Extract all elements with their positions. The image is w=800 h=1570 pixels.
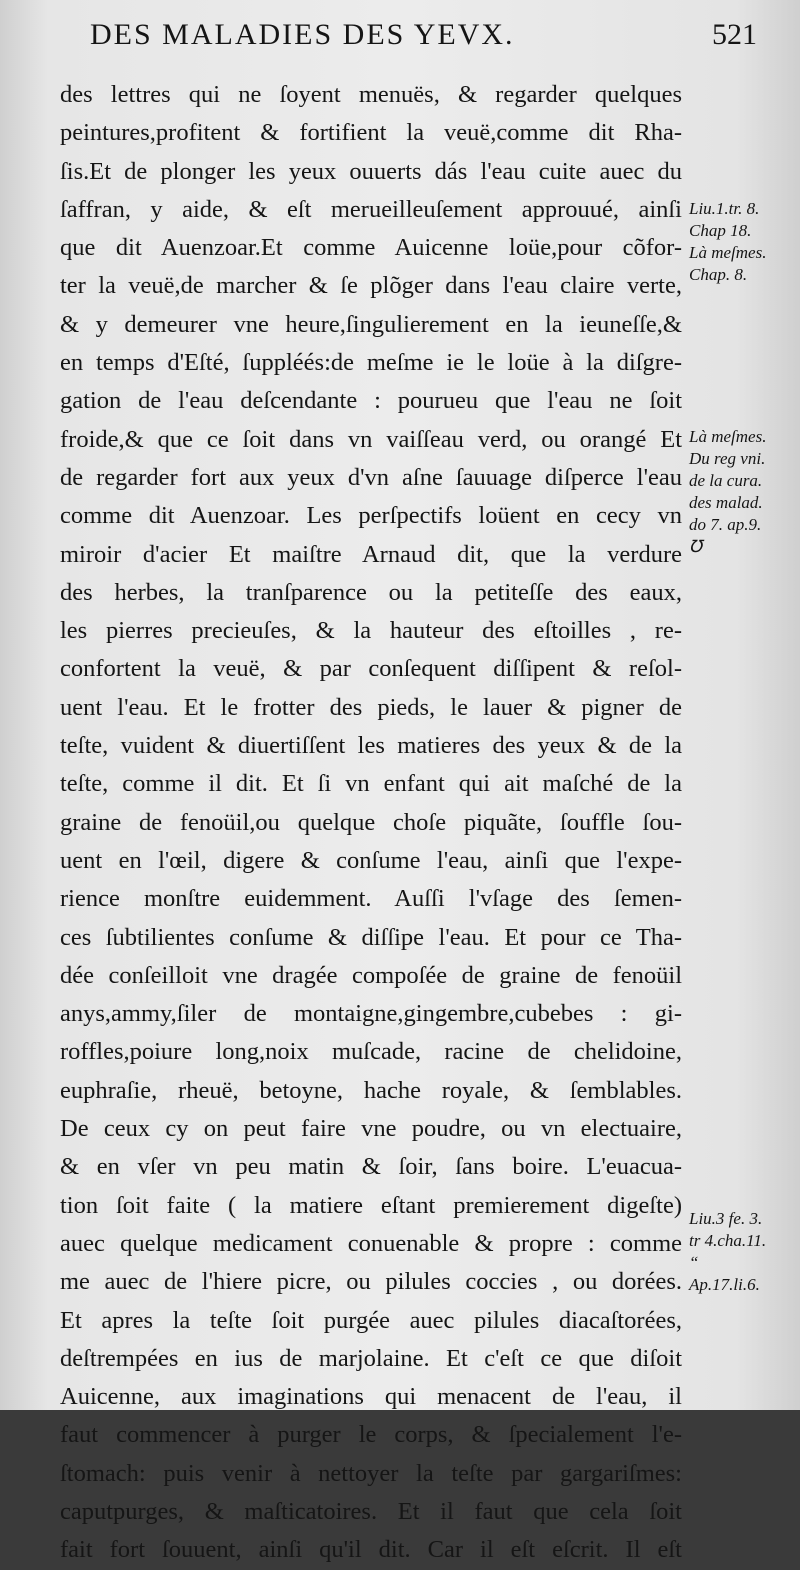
- text-line: dée conſeilloit vne dragée compoſée de graine de fenoüil: [60, 961, 682, 989]
- margin-note-line: Liu.3 fe. 3.: [689, 1209, 763, 1228]
- text-line: ſis.Et de plonger les yeux ouuerts dás l'eau cuite auec du: [60, 157, 682, 185]
- margin-note-line: “: [689, 1253, 699, 1272]
- margin-note-line: Du reg vni.: [689, 449, 766, 468]
- text-line: roffles,poiure long,noix muſcade, racine de chelidoine,: [60, 1038, 682, 1066]
- text-line: Et apres la teſte ſoit purgée auec pilules diacaſtorées,: [60, 1306, 682, 1334]
- text-line: teſte, vuident & diuertiſſent les matieres des yeux & de la: [60, 732, 682, 760]
- text-line: rience monſtre euidemment. Auſſi l'vſage des ſemen-: [60, 885, 682, 913]
- margin-note-line: tr 4.cha.11.: [689, 1231, 767, 1250]
- margin-note-line: Chap. 8.: [689, 265, 748, 284]
- text-line: des lettres qui ne ſoyent menuës, & regarder quelques: [60, 81, 682, 108]
- margin-note-2: [689, 426, 797, 558]
- margin-note-line: do 7. ap.9.: [689, 515, 762, 534]
- running-title: DES MALADIES DES YEVX.: [90, 18, 515, 51]
- text-line: De ceux cy on peut faire vne poudre, ou vn electuaire,: [60, 1115, 682, 1143]
- text-line: ces ſubtilientes conſume & diſſipe l'eau. Et pour ce Tha-: [60, 923, 682, 951]
- body-text: [60, 76, 682, 1570]
- text-line: euphraſie, rheuë, betoyne, hache royale, & ſemblables.: [60, 1076, 682, 1104]
- page-number: 521: [712, 18, 757, 51]
- text-line: Auicenne, aux imaginations qui menacent de l'eau, il: [60, 1383, 682, 1411]
- margin-note-3: [689, 1208, 797, 1296]
- text-line: froide,& que ce ſoit dans vn vaiſſeau verd, ou orangé Et: [60, 425, 682, 453]
- text-line: fait fort ſouuent, ainſi qu'il dit. Car il eſt eſcrit. Il eſt: [60, 1536, 682, 1564]
- text-line: comme dit Auenzoar. Les perſpectifs loüent en cecy vn: [60, 502, 682, 530]
- text-line: graine de fenoüil,ou quelque choſe piquãte, ſouffle ſou-: [60, 808, 682, 836]
- text-line: me auec de l'hiere picre, ou pilules coccies , ou dorées.: [60, 1268, 682, 1296]
- text-line: faut commencer à purger le corps, & ſpecialement l'e-: [60, 1421, 682, 1449]
- text-line: gation de l'eau deſcendante : pourueu que l'eau ne ſoit: [60, 387, 682, 415]
- text-line: uent en l'œil, digere & conſume l'eau, ainſi que l'expe-: [60, 846, 682, 874]
- text-line: & y demeurer vne heure,ſingulierement en la ieuneſſe,&: [60, 310, 682, 338]
- text-line: que dit Auenzoar.Et comme Auicenne loüe,pour cõfor-: [60, 234, 682, 262]
- text-line: & en vſer vn peu matin & ſoir, ſans boire. L'euacua-: [60, 1153, 682, 1181]
- margin-note-line: ℧: [689, 537, 702, 556]
- text-line: les pierres precieuſes, & la hauteur des eſtoilles , re-: [60, 617, 682, 645]
- text-line: caputpurges, & maſticatoires. Et il faut que cela ſoit: [60, 1497, 682, 1525]
- margin-note-line: de la cura.: [689, 471, 763, 490]
- text-line: tion ſoit faite ( la matiere eſtant premierement digeſte): [60, 1191, 682, 1219]
- margin-note-line: des malad.: [689, 493, 763, 512]
- text-line: peintures,profitent & fortifient la veuë,comme dit Rha-: [60, 119, 682, 147]
- text-line: des herbes, la tranſparence ou la petiteſſe des eaux,: [60, 578, 682, 606]
- margin-note-1: [689, 198, 797, 286]
- text-line: ter la veuë,de marcher & ſe plõger dans l'eau claire verte,: [60, 272, 682, 300]
- text-line: uent l'eau. Et le frotter des pieds, le lauer & pigner de: [60, 693, 682, 721]
- margin-note-line: Ap.17.li.6.: [689, 1275, 760, 1294]
- text-line: confortent la veuë, & par conſequent diſſipent & reſol-: [60, 655, 682, 683]
- text-line: de regarder fort aux yeux d'vn aſne ſauuage diſperce l'eau: [60, 463, 682, 491]
- text-line: ſtomach: puis venir à nettoyer la teſte par gargariſmes:: [60, 1459, 682, 1487]
- margin-note-line: Là meſmes.: [689, 427, 767, 446]
- text-line: deſtrempées en ius de marjolaine. Et c'eſt ce que diſoit: [60, 1344, 682, 1372]
- text-line: anys,ammy,ſiler de montaigne,gingembre,cubebes : gi-: [60, 1000, 682, 1028]
- text-line: teſte, comme il dit. Et ſi vn enfant qui ait maſché de la: [60, 770, 682, 798]
- text-line: miroir d'acier Et maiſtre Arnaud dit, que la verdure: [60, 540, 682, 568]
- text-line: auec quelque medicament conuenable & propre : comme: [60, 1229, 682, 1257]
- margin-note-line: Liu.1.tr. 8.: [689, 199, 760, 218]
- text-line: en temps d'Eſté, ſuppléés:de meſme ie le loüe à la diſgre-: [60, 349, 682, 377]
- margin-note-line: Là meſmes.: [689, 243, 767, 262]
- text-line: ſaffran, y aide, & eſt merueilleuſement approuué, ainſi: [60, 195, 682, 223]
- margin-note-line: Chap 18.: [689, 221, 752, 240]
